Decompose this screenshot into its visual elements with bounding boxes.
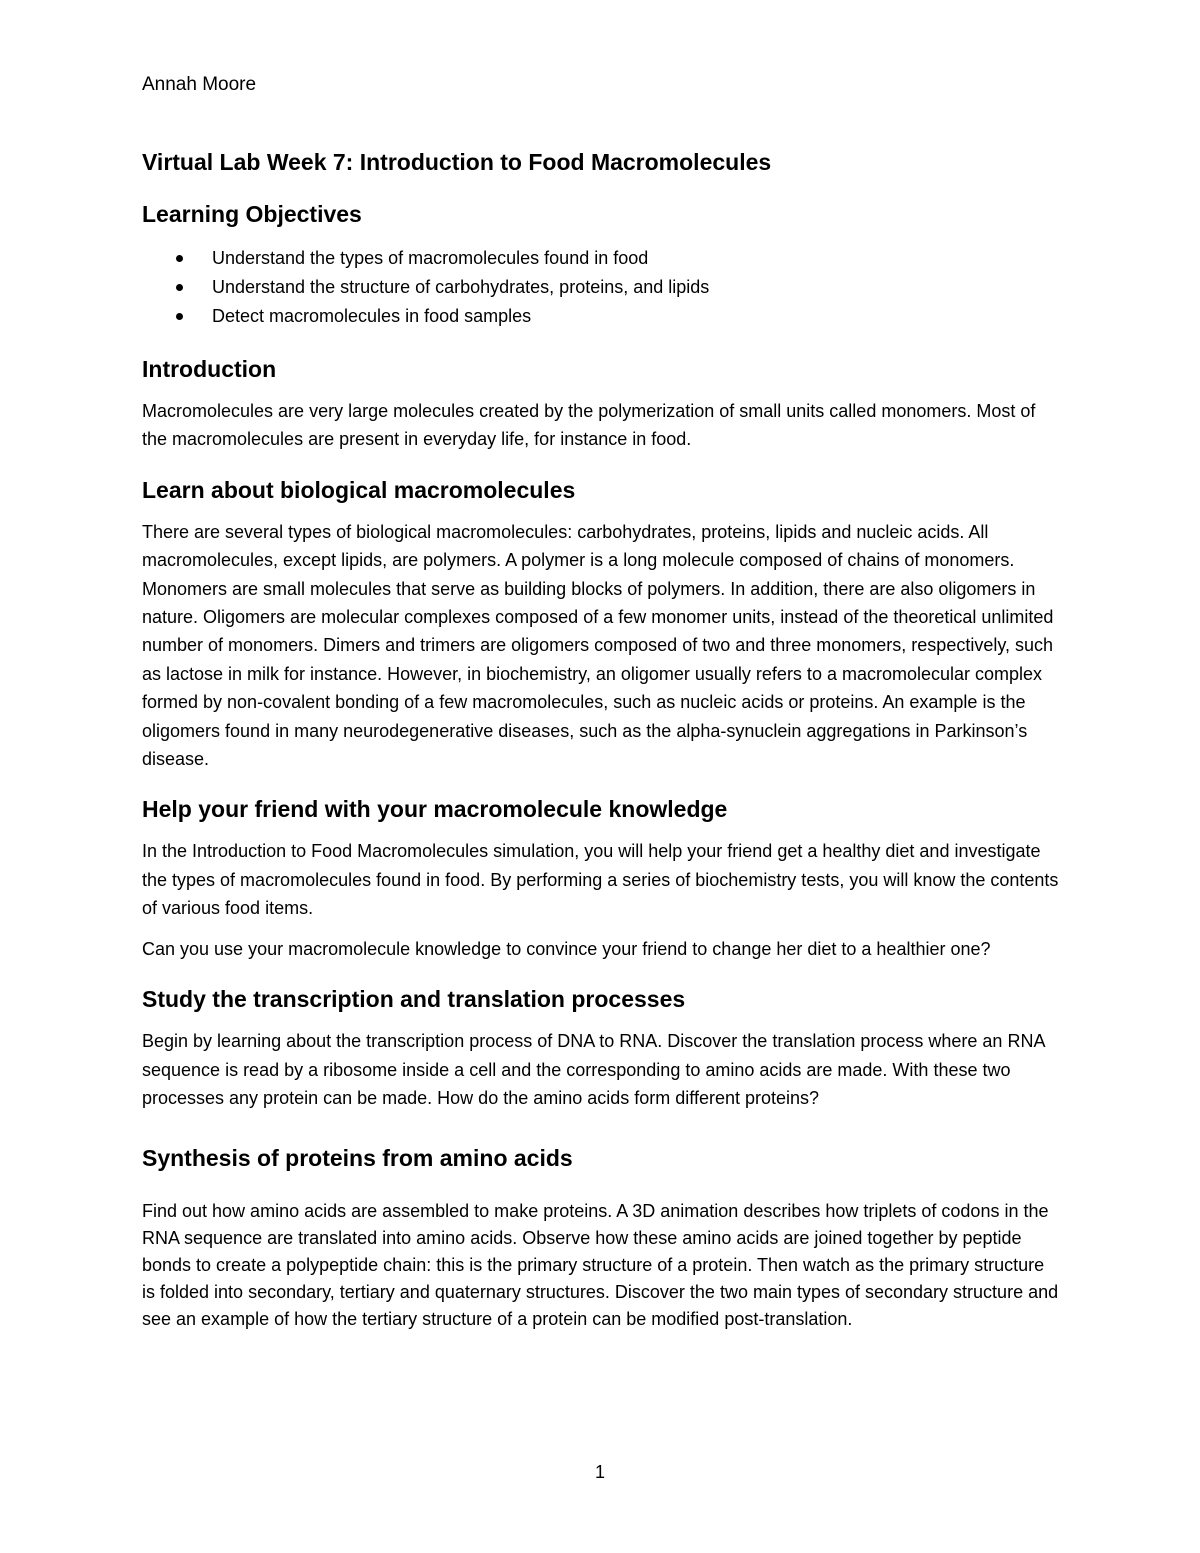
- list-item-text: Understand the structure of carbohydrates, proteins, and lipids: [212, 277, 710, 297]
- page-content: [142, 72, 1062, 1332]
- introduction-paragraph: Macromolecules are very large molecules created by the polymerization of small units called monomers. Most of the macromolecules are present in everyday life, for instance in food.: [142, 401, 1036, 450]
- heading-learn-about-macromolecules: Learn about biological macromolecules: [142, 476, 576, 503]
- list-item-text: Understand the types of macromolecules found in food: [212, 248, 649, 268]
- author-name: Annah Moore: [142, 74, 257, 95]
- heading-study-transcription: Study the transcription and translation processes: [142, 986, 686, 1013]
- study-paragraph: Begin by learning about the transcription process of DNA to RNA. Discover the translation process where an RNA sequence is read by a ribosome inside a cell and the corresponding to amino acids are made. With these two processes any protein can be made. How do the amino acids form different proteins?: [142, 1031, 1045, 1108]
- list-item: [142, 302, 1062, 331]
- help-paragraph-2: Can you use your macromolecule knowledge to convince your friend to change her diet to a healthier one?: [142, 938, 991, 959]
- list-item: [142, 244, 1062, 273]
- bullet-icon: [176, 284, 183, 291]
- document-title: Virtual Lab Week 7: Introduction to Food Macromolecules: [142, 149, 772, 175]
- help-paragraph-1: In the Introduction to Food Macromolecules simulation, you will help your friend get a healthy diet and investigate the types of macromolecules found in food. By performing a series of biochemistry tests, you will know the contents of various food items.: [142, 841, 1059, 919]
- heading-introduction: Introduction: [142, 356, 277, 382]
- page-number: 1: [594, 1462, 605, 1482]
- synthesis-paragraph: Find out how amino acids are assembled to make proteins. A 3D animation describes how triplets of codons in the RNA sequence are translated into amino acids. Observe how these amino acids are joined together by peptide bonds to create a polypeptide chain: this is the primary structure of a protein. Then watch as the primary structure is folded into secondary, tertiary and quaternary structures. Discover the two main types of secondary structure and see an example of how the tertiary structure of a protein can be modified post-translation.: [142, 1201, 1059, 1329]
- objectives-list: [142, 244, 1062, 331]
- heading-help-your-friend: Help your friend with your macromolecule knowledge: [142, 796, 728, 823]
- bullet-icon: [176, 255, 183, 262]
- heading-learning-objectives: Learning Objectives: [142, 201, 362, 227]
- bullet-icon: [176, 313, 183, 320]
- heading-synthesis-of-proteins: Synthesis of proteins from amino acids: [142, 1145, 573, 1172]
- list-item: [142, 273, 1062, 302]
- learn-paragraph: There are several types of biological macromolecules: carbohydrates, proteins, lipids and nucleic acids. All macromolecules, except lipids, are polymers. A polymer is a long molecule composed of chains of monomers. Monomers are small molecules that serve as building blocks of polymers. In addition, there are also oligomers in nature. Oligomers are molecular complexes composed of a few monomer units, instead of the theoretical unlimited number of monomers. Dimers and trimers are oligomers composed of two and three monomers, respectively, such as lactose in milk for instance. However, in biochemistry, an oligomer usually refers to a macromolecular complex formed by non-covalent bonding of a few macromolecules, such as nucleic acids or proteins. An example is the oligomers found in many neurodegenerative diseases, such as the alpha-synuclein aggregations in Parkinson’s disease.: [142, 521, 1054, 770]
- list-item-text: Detect macromolecules in food samples: [212, 306, 532, 326]
